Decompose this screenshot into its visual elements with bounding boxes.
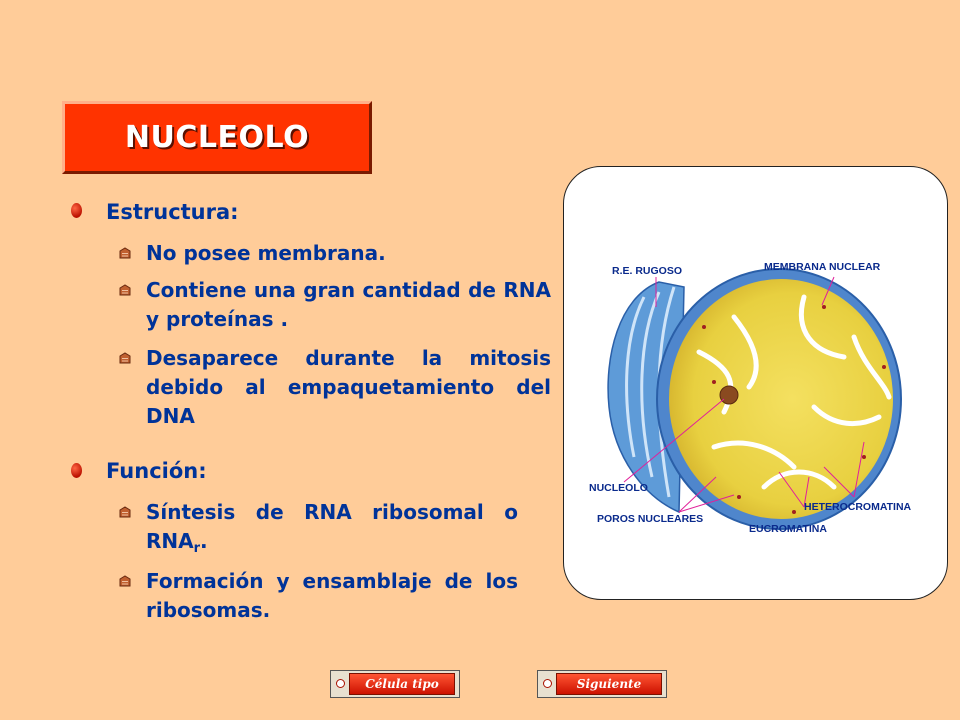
list-item: Desaparece durante la mitosis debido al empaquetamiento del DNA [146,346,551,428]
section-heading-funcion: Función: [106,459,207,483]
list-item: No posee membrana. [146,241,386,265]
bullet-dot-icon [71,203,82,218]
circle-icon [543,679,552,688]
sub-bullet-icon [119,284,131,296]
circle-icon [336,679,345,688]
label-nucleolo: NUCLEOLO [589,482,648,494]
section-heading-estructura: Estructura: [106,200,239,224]
nucleolus-shape [720,386,738,404]
cell-type-button-label: Célula tipo [349,673,455,695]
bullet-dot-icon [71,463,82,478]
label-poros-nucleares: POROS NUCLEARES [597,513,704,525]
nucleus-figure-frame [563,166,948,600]
sub-bullet-icon [119,352,131,364]
label-heterocromatina: HETEROCROMATINA [804,501,912,513]
nucleoplasm-shape [669,279,893,519]
nucleus-diagram [564,167,947,599]
next-button-label: Siguiente [556,673,662,695]
list-item: Contiene una gran cantidad de RNA y proteínas . [146,278,551,331]
list-item-suffix: . [200,529,208,553]
sub-bullet-icon [119,506,131,518]
list-item [146,498,518,563]
label-eucromatina: EUCROMATINA [749,523,827,535]
next-button[interactable] [537,670,667,698]
label-membrana-nuclear: MEMBRANA NUCLEAR [764,261,881,273]
subscript-r: r [193,541,201,556]
cell-type-button[interactable] [330,670,460,698]
list-item: Formación y ensamblaje de los ribosomas. [146,569,518,622]
label-re-rugoso: R.E. RUGOSO [612,265,683,277]
slide-title: NUCLEOLO [124,120,310,155]
sub-bullet-icon [119,575,131,587]
sub-bullet-icon [119,247,131,259]
list-item-text: Síntesis de RNA ribosomal o RNA [146,500,518,553]
